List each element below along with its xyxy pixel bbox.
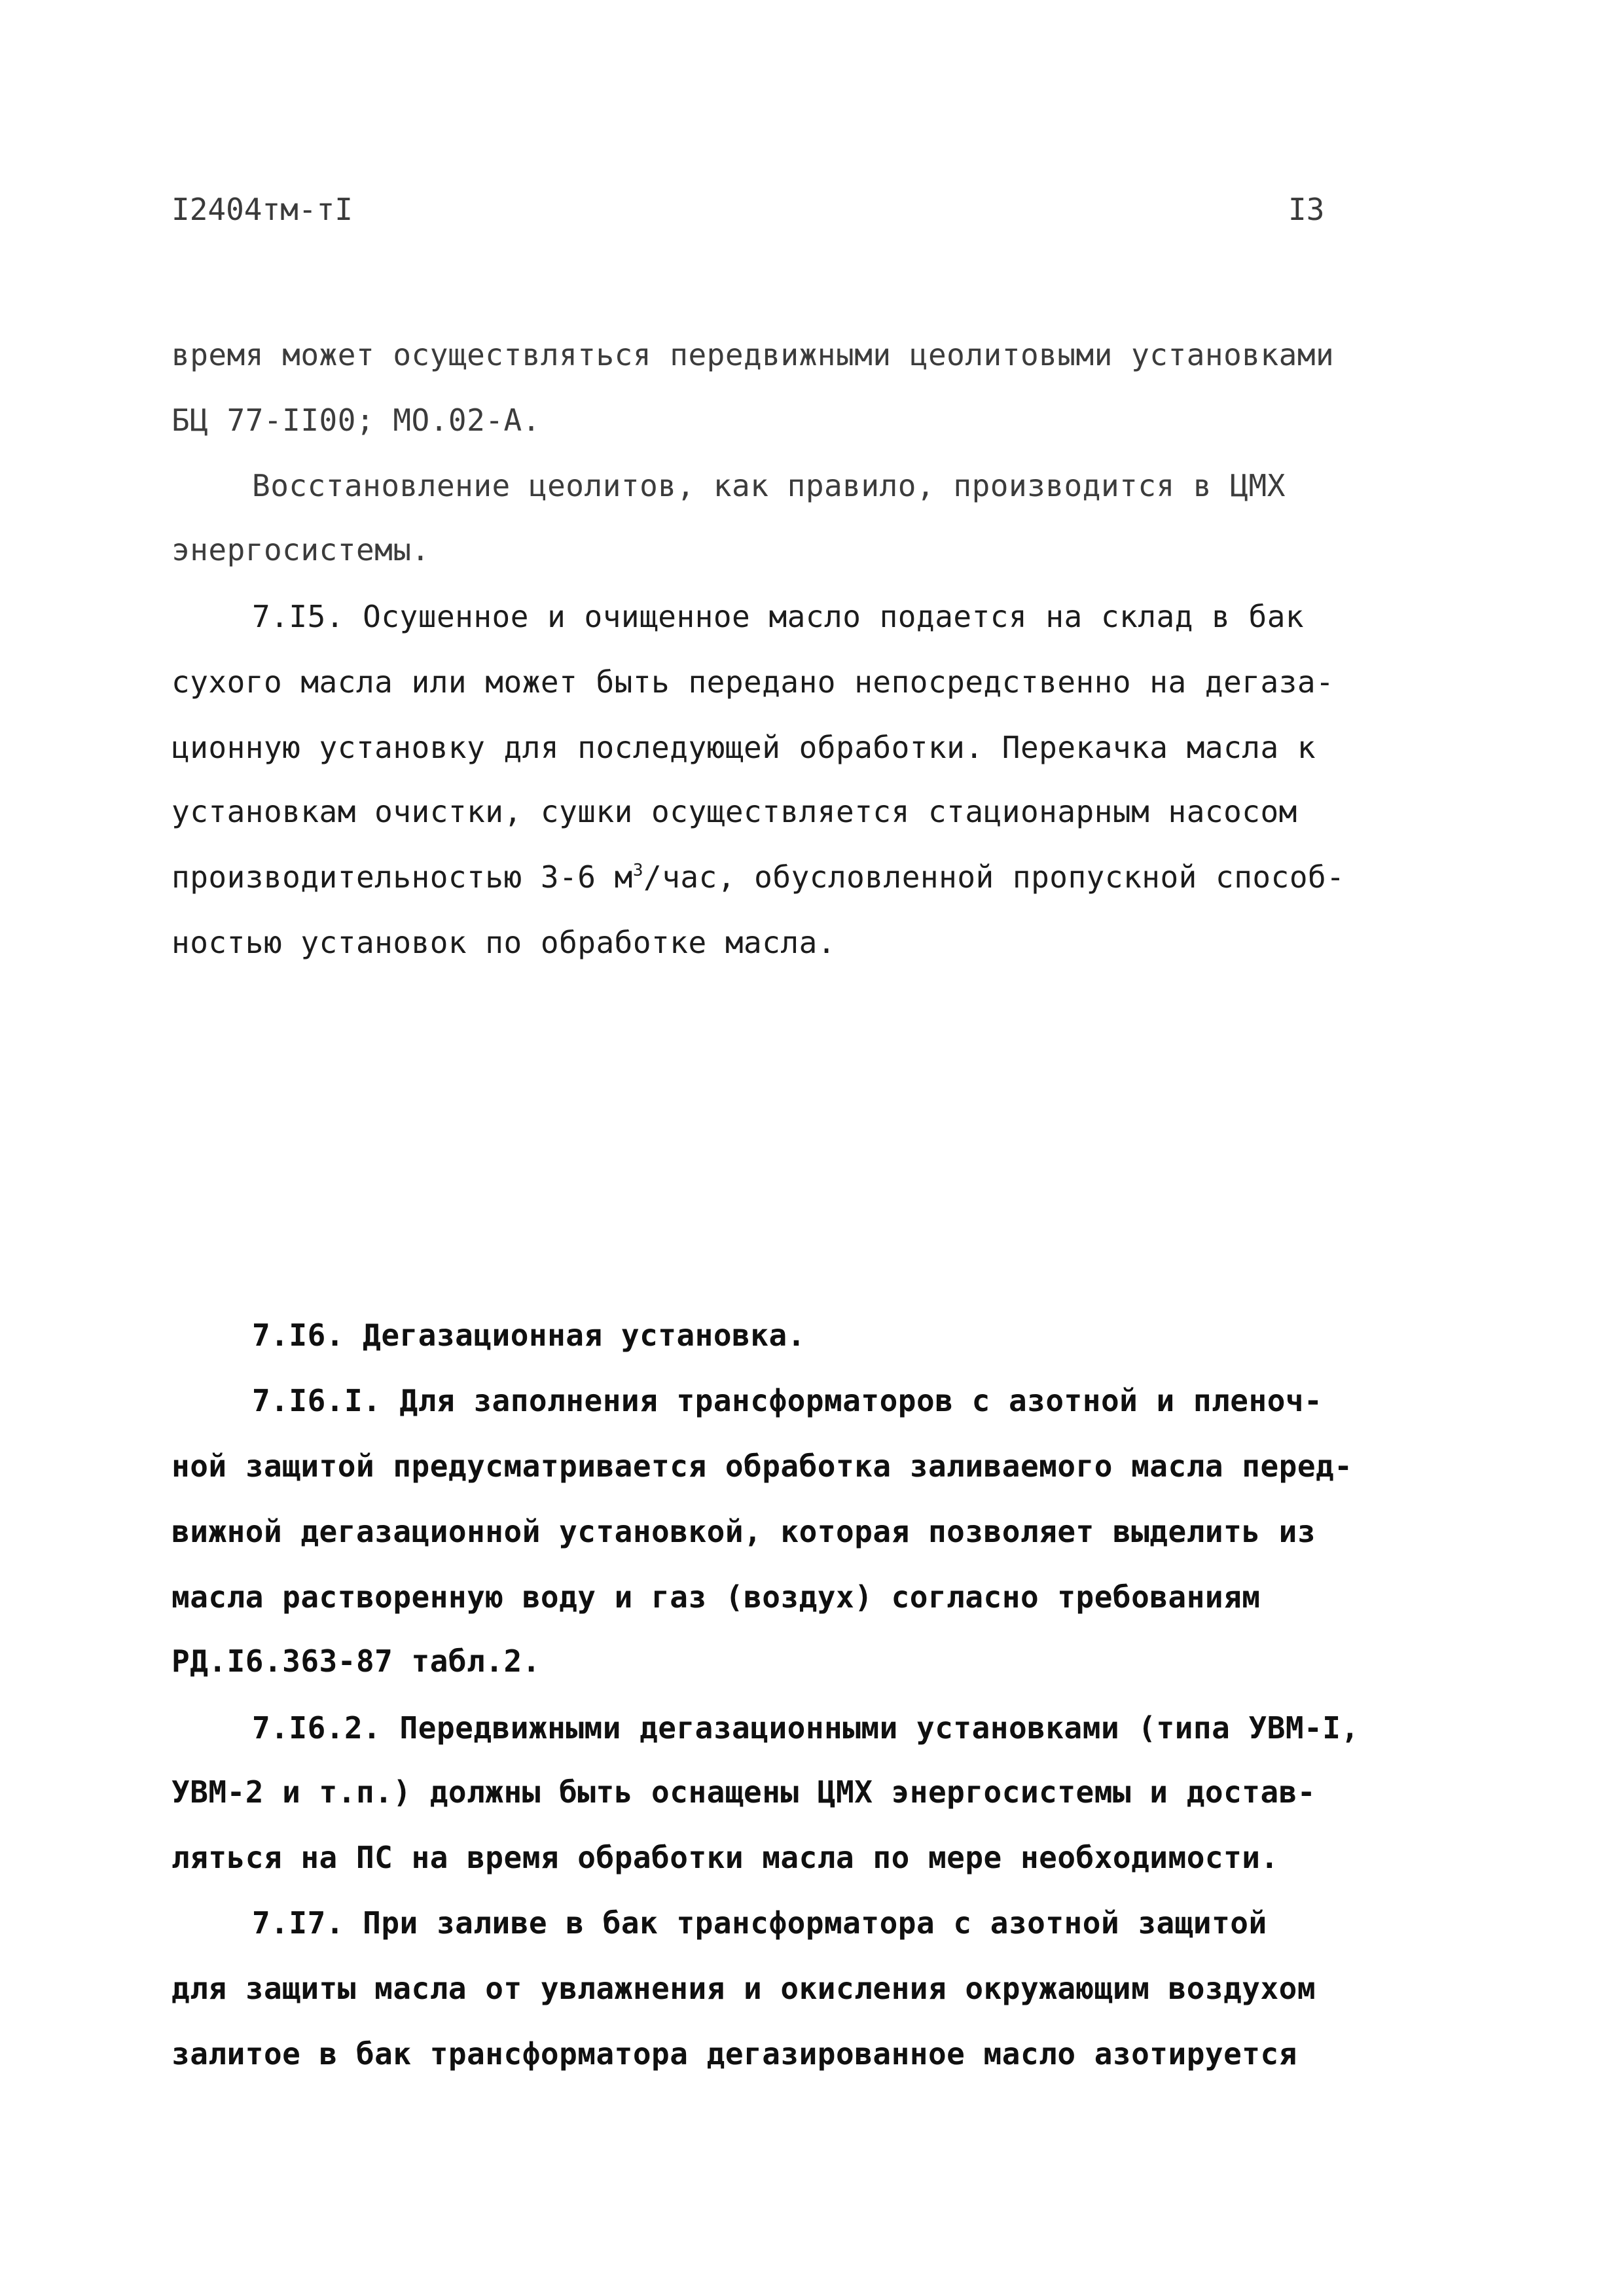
text-line: 7.I5. Осушенное и очищенное масло подается на склад в бак	[252, 599, 1305, 634]
text-line: ляться на ПС на время обработки масла по мере необходимости.	[171, 1840, 1279, 1875]
text-line: вижной дегазационной установкой, которая позволяет выделить из	[171, 1514, 1316, 1549]
text-line: БЦ 77-II00; МО.02-А.	[171, 403, 541, 438]
section-heading: 7.I6. Дегазационная установка.	[252, 1318, 806, 1353]
text-line: установкам очистки, сушки осуществляется стационарным насосом	[171, 794, 1297, 829]
page-number: I3	[1288, 192, 1325, 227]
text-line: 7.I6.I. Для заполнения трансформаторов с азотной и пленоч-	[252, 1383, 1323, 1418]
text-line: 7.I7. При заливе в бак трансформатора с азотной защитой	[252, 1905, 1267, 1941]
text-line: время может осуществляться передвижными цеолитовыми установками	[171, 337, 1335, 372]
text-line: РД.I6.363-87 табл.2.	[171, 1643, 541, 1679]
text-fragment: /час, обусловленной пропускной способ-	[643, 859, 1345, 895]
text-line: сухого масла или может быть передано непосредственно на дегаза-	[171, 664, 1335, 700]
text-line: 7.I6.2. Передвижными дегазационными установками (типа УВМ-I,	[252, 1710, 1360, 1746]
text-line: энергосистемы.	[171, 532, 430, 567]
text-line: ностью установок по обработке масла.	[171, 925, 836, 960]
text-line: залитое в бак трансформатора дегазированное масло азотируется	[171, 2036, 1297, 2072]
document-code: I2404тм-тI	[171, 192, 353, 227]
text-line: масла растворенную воду и газ (воздух) согласно требованиям	[171, 1579, 1261, 1615]
superscript: 3	[632, 861, 644, 880]
text-line: ной защитой предусматривается обработка заливаемого масла перед-	[171, 1448, 1353, 1484]
text-line: ционную установку для последующей обработки. Перекачка масла к	[171, 730, 1316, 765]
text-line: УВМ-2 и т.п.) должны быть оснащены ЦМХ энергосистемы и достав-	[171, 1774, 1316, 1810]
text-line: для защиты масла от увлажнения и окисления окружающим воздухом	[171, 1971, 1316, 2006]
text-line-with-superscript	[171, 857, 1344, 897]
text-line: Восстановление цеолитов, как правило, производится в ЦМХ	[252, 468, 1286, 503]
text-fragment: производительностью 3-6 м	[171, 859, 633, 895]
